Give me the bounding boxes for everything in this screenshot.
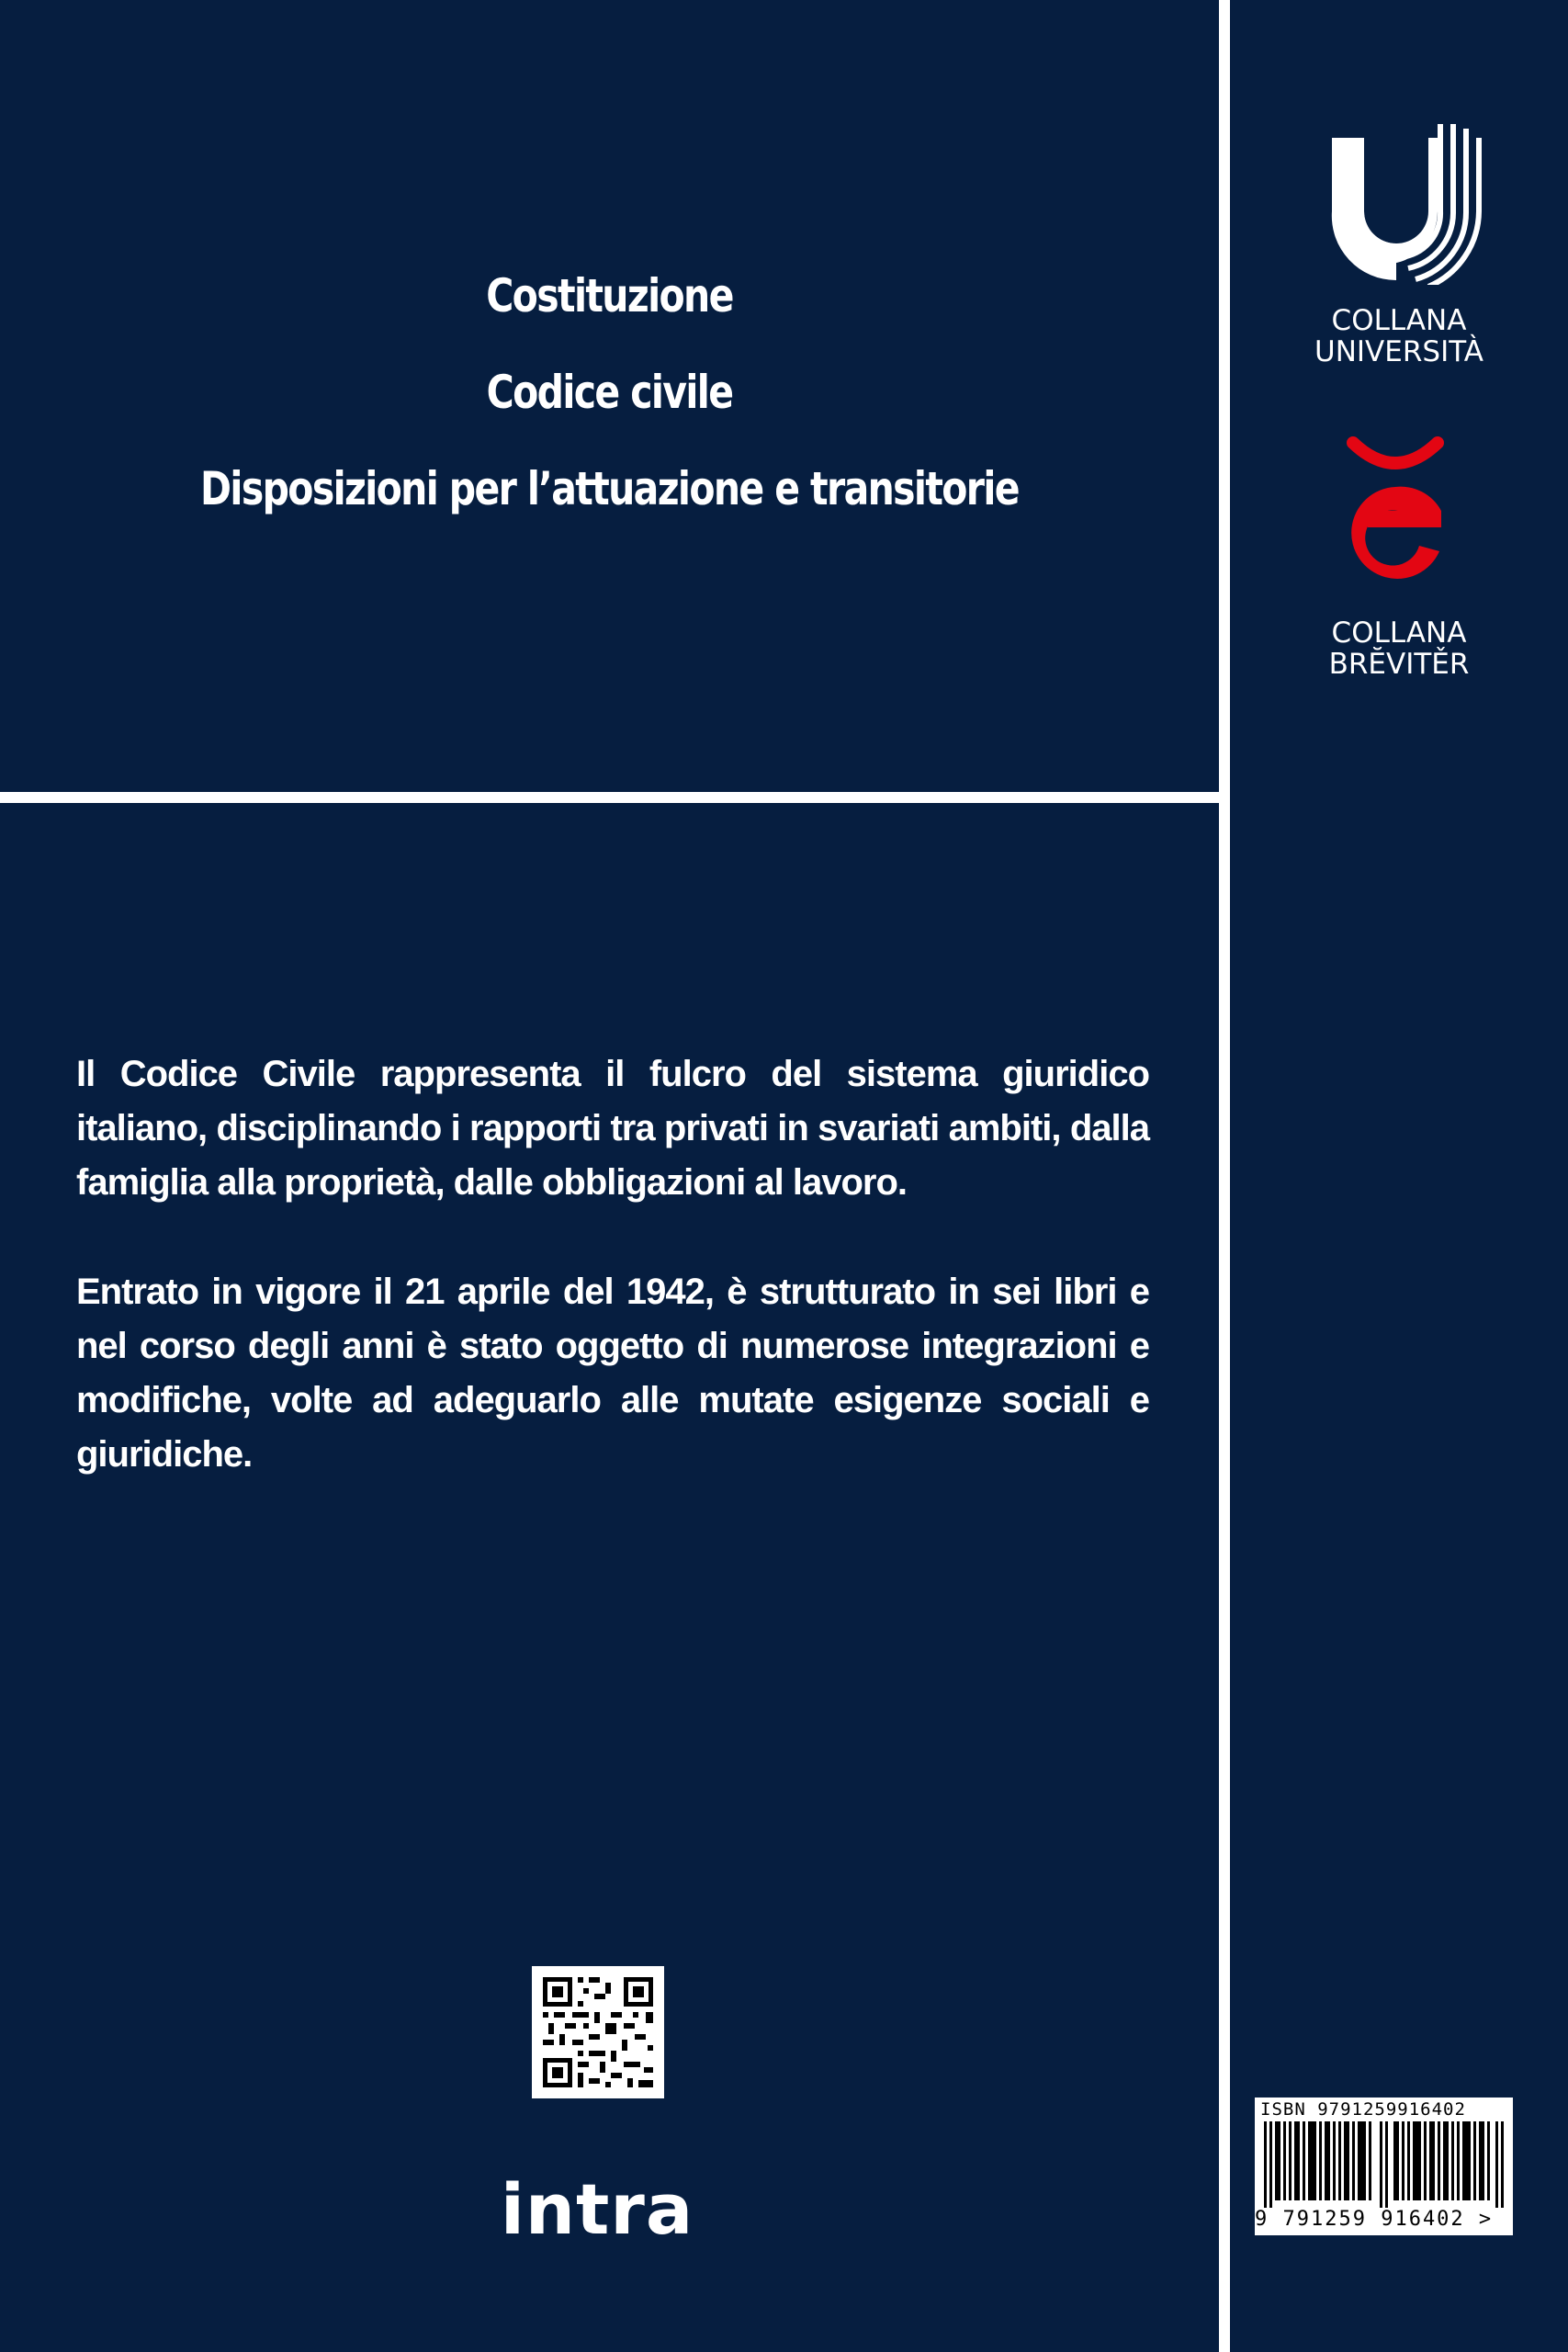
horizontal-divider: [0, 792, 1219, 803]
bottom-panel: [0, 803, 1219, 2352]
barcode-digits: 9 791259 916402 >: [1255, 2208, 1494, 2231]
title-costituzione: Costituzione: [486, 269, 733, 322]
vertical-divider: [1219, 0, 1230, 2352]
title-block: [0, 248, 1219, 537]
description: [76, 1047, 1149, 1537]
series-breviter-line-2: BRĔVITĚR: [1328, 648, 1470, 681]
isbn-label: ISBN 9791259916402: [1260, 2099, 1466, 2120]
series-universita-line-1: COLLANA: [1331, 304, 1467, 337]
publisher-logo: intra: [500, 2168, 694, 2250]
description-paragraph-2: Entrato in vigore il 21 aprile del 1942, è strutturato in sei libri e nel corso degli anni è stato oggetto di numerose integrazioni e modifiche, volte ad adeguarlo alle mutate esigenze sociali e giuridiche.: [76, 1272, 1149, 1475]
series-breviter-line-1: COLLANA: [1331, 616, 1467, 650]
isbn-barcode: [1255, 2098, 1513, 2235]
series-universita-label: [1230, 305, 1568, 368]
title-codice-civile: Codice civile: [486, 366, 733, 419]
e-breve-logo-icon: [1322, 432, 1469, 597]
barcode-bars: [1264, 2121, 1505, 2208]
u-logo-icon: [1327, 119, 1483, 285]
description-paragraph-1: Il Codice Civile rappresenta il fulcro del sistema giuridico italiano, disciplinando i rapporti tra privati in svariati ambiti, dalla famiglia alla proprietà, dalle obbligazioni al lavoro.: [76, 1054, 1149, 1203]
title-disposizioni: Disposizioni per l’attuazione e transitorie: [200, 462, 1019, 515]
series-universita-line-2: UNIVERSITÀ: [1314, 335, 1483, 368]
series-breviter-label: [1230, 617, 1568, 680]
qr-code-icon: [532, 1966, 664, 2098]
